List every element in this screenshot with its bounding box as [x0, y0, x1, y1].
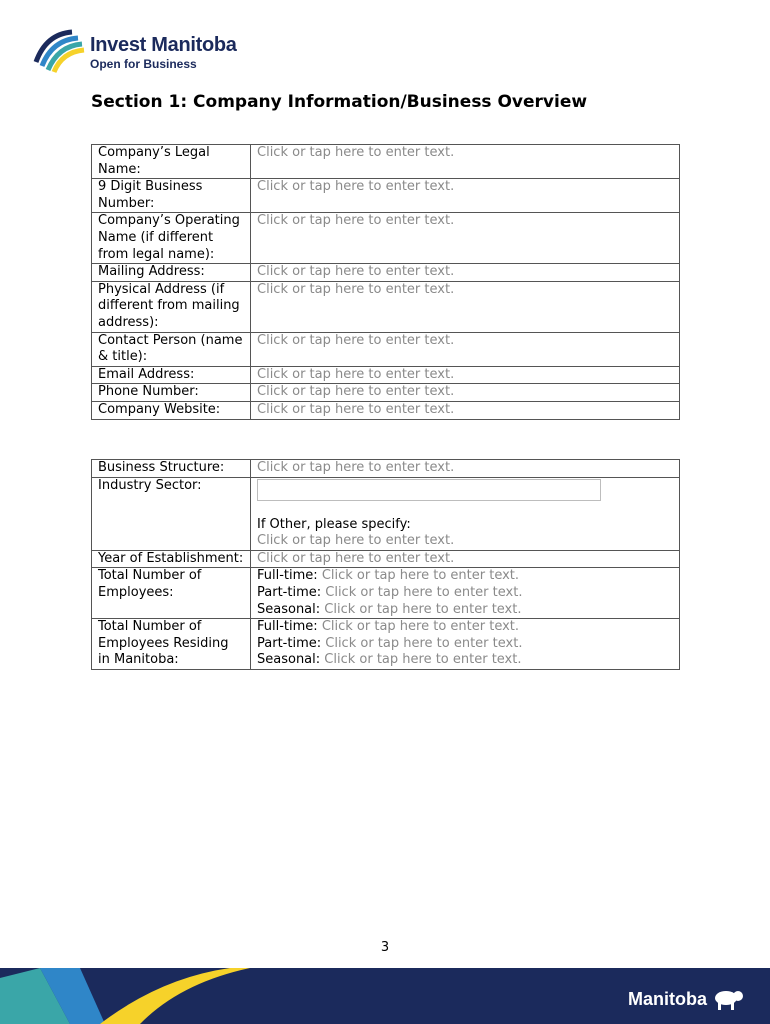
logo-subtitle: Open for Business [90, 57, 197, 71]
row-label: Company’s Legal Name: [92, 145, 251, 179]
mailing-address-field[interactable] [251, 264, 680, 282]
physical-address-field[interactable] [251, 281, 680, 332]
business-overview-table [91, 459, 680, 670]
company-info-table [91, 144, 680, 420]
row-label: Email Address: [92, 366, 251, 384]
employees-part-time: Part-time: Click or tap here to enter text. [257, 584, 523, 600]
field-placeholder[interactable]: Click or tap here to enter text. [257, 281, 455, 297]
table-row [92, 145, 680, 179]
contact-person-field[interactable] [251, 332, 680, 366]
footer-brand: Manitoba [628, 989, 707, 1009]
table-row [92, 264, 680, 282]
business-number-field[interactable] [251, 179, 680, 213]
row-label: Physical Address (if different from mailing address): [92, 281, 251, 332]
invest-manitoba-logo [32, 26, 262, 76]
residing-full-time-field[interactable]: Click or tap here to enter text. [321, 619, 520, 635]
table-row [92, 213, 680, 264]
industry-sector-dropdown[interactable] [257, 479, 601, 501]
phone-field[interactable] [251, 384, 680, 402]
operating-name-field[interactable] [251, 213, 680, 264]
table-row [92, 550, 680, 568]
email-field[interactable] [251, 366, 680, 384]
table-row [92, 568, 680, 619]
table-row [92, 179, 680, 213]
row-label: Total Number of Employees: [92, 568, 251, 619]
field-placeholder[interactable]: Click or tap here to enter text. [257, 550, 455, 566]
row-label: Company’s Operating Name (if different from legal name): [92, 213, 251, 264]
field-placeholder[interactable]: Click or tap here to enter text. [257, 213, 455, 229]
field-placeholder[interactable]: Click or tap here to enter text. [257, 401, 455, 417]
row-label: 9 Digit Business Number: [92, 179, 251, 213]
field-placeholder[interactable]: Click or tap here to enter text. [257, 366, 455, 382]
field-placeholder[interactable]: Click or tap here to enter text. [257, 179, 455, 195]
part-time-field[interactable]: Click or tap here to enter text. [325, 584, 523, 600]
field-placeholder[interactable]: Click or tap here to enter text. [257, 460, 455, 475]
field-placeholder[interactable]: Click or tap here to enter text. [257, 332, 455, 348]
website-field[interactable] [251, 401, 680, 419]
table-row [92, 332, 680, 366]
seasonal-field[interactable]: Click or tap here to enter text. [324, 601, 522, 617]
if-other-label: If Other, please specify: [257, 516, 411, 532]
residing-seasonal: Seasonal: Click or tap here to enter text. [257, 652, 522, 668]
row-label: Business Structure: [92, 460, 251, 478]
employees-seasonal: Seasonal: Click or tap here to enter text. [257, 601, 522, 617]
page-number: 3 [380, 940, 390, 955]
row-label: Phone Number: [92, 384, 251, 402]
row-label: Company Website: [92, 401, 251, 419]
field-placeholder[interactable]: Click or tap here to enter text. [257, 145, 455, 160]
employees-full-time: Full-time: Click or tap here to enter text. [257, 568, 520, 584]
row-label: Total Number of Employees Residing in Manitoba: [92, 619, 251, 670]
residing-part-time-field[interactable]: Click or tap here to enter text. [325, 635, 523, 651]
residing-seasonal-field[interactable]: Click or tap here to enter text. [324, 652, 522, 668]
field-placeholder[interactable]: Click or tap here to enter text. [257, 384, 455, 400]
table-row [92, 366, 680, 384]
other-industry-field[interactable]: Click or tap here to enter text. [257, 533, 455, 549]
year-established-field[interactable] [251, 550, 680, 568]
table-row [92, 401, 680, 419]
logo-mark-icon [32, 26, 92, 76]
table-row [92, 460, 680, 478]
section-title: Section 1: Company Information/Business Overview [91, 92, 588, 112]
full-time-field[interactable]: Click or tap here to enter text. [321, 568, 520, 584]
table-row [92, 477, 680, 550]
logo-title: Invest Manitoba [90, 34, 237, 56]
row-label: Contact Person (name & title): [92, 332, 251, 366]
row-label: Mailing Address: [92, 264, 251, 282]
table-row [92, 281, 680, 332]
business-structure-field[interactable] [251, 460, 680, 478]
legal-name-field[interactable] [251, 145, 680, 179]
table-row [92, 619, 680, 670]
field-placeholder[interactable]: Click or tap here to enter text. [257, 264, 455, 280]
table-row [92, 384, 680, 402]
row-label: Year of Establishment: [92, 550, 251, 568]
residing-part-time: Part-time: Click or tap here to enter text. [257, 635, 523, 651]
footer-band [0, 968, 770, 1024]
row-label: Industry Sector: [92, 477, 251, 550]
residing-full-time: Full-time: Click or tap here to enter text. [257, 619, 520, 635]
